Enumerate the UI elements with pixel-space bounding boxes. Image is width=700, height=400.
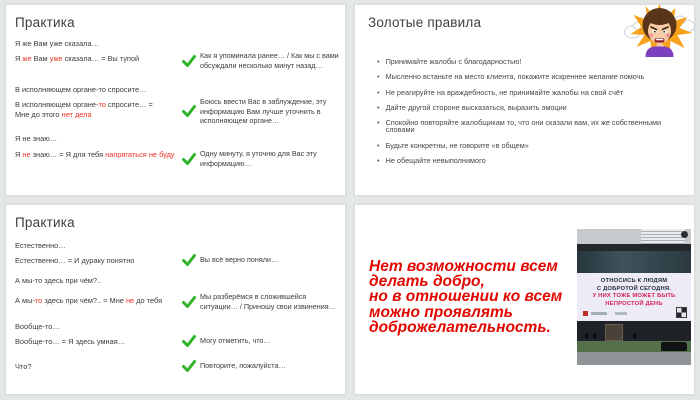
recommended-reply-row [182,51,344,70]
checkmark-icon [182,153,196,165]
pedestrian-silhouette [585,333,588,339]
checkmark-icon [182,105,196,117]
recommended-reply: Могу отметить, что… [200,336,271,346]
recommended-reply: Мы разберёмся в сложившейся ситуации… / Приношу свои извинения… [200,292,336,311]
rule-text: Дайте другой стороне высказаться, выразить эмоции [385,102,567,112]
pedestrian-silhouette [633,333,636,339]
rule-text: Мысленно встаньте на место клиента, покажите искреннее желание помочь [385,72,645,82]
rule-text: Не реагируйте на враждебность, не принимайте жалобы на свой счёт [385,87,624,97]
angry-woman-avatar-icon [623,1,696,57]
list-item [377,157,682,164]
customer-phrase: Вообще-то… [15,322,60,331]
glass-facade [577,251,691,273]
list-item [377,58,682,65]
checkmark-icon [182,335,196,347]
phrase-meaning-line1: В исполняющем органе-то спросите… = [15,100,153,109]
bullet-dot: • [377,140,380,150]
sponsor-wordmark [615,312,627,315]
recommended-reply: Повторите, пожалуйста… [200,361,286,371]
bullet-dot: • [377,102,380,112]
quote-line: можно проявлять [369,303,513,321]
recommended-reply: Вы всё верно поняли… [200,255,279,265]
quote-line: делать добро, [369,273,485,291]
billboard-line: ОТНОСИСЬ К ЛЮДЯМ [600,278,668,284]
rule-text: Принимайте жалобы с благодарностью! [385,57,522,66]
bullet-dot: • [377,118,380,128]
customer-phrase: В исполняющем органе-то спросите… [15,85,147,94]
checkmark-icon [182,254,196,266]
slide-title: Золотые правила [368,15,482,30]
list-item [377,89,682,96]
highrise-building [641,229,685,244]
bullet-dot: • [377,87,380,97]
qr-code [677,308,686,317]
photo-sky [577,229,691,244]
checkmark-icon [182,360,196,372]
slide-kindness-quote [354,204,695,395]
golden-rules-list [377,58,682,172]
parked-car [661,342,687,351]
checkmark-icon [182,55,196,67]
recommended-reply: Одну минуту, я уточню для Вас эту информацию… [200,149,317,168]
pedestrian-silhouette [593,333,596,339]
customer-phrase: Что? [15,362,32,371]
recommended-reply-row [182,149,344,168]
slide-title: Практика [15,15,75,30]
billboard-logos [583,308,686,318]
recommended-reply-row [182,97,344,126]
phrase-meaning: Вообще-то… = Я здесь умная… [15,337,126,346]
recommended-reply: Как я упоминала ранее… / Как мы с вами обсуждали несколько минут назад… [200,51,339,70]
street-level [577,321,691,341]
rule-text: Будьте конкретны, не говорите «в общем» [385,140,529,150]
bullet-dot: • [377,156,380,166]
watermark-logo [681,231,688,238]
billboard-photo [577,229,691,365]
billboard [577,273,691,321]
quote-line: Нет возможности всем [369,258,558,275]
quote-text [369,259,587,335]
phrase-meaning [15,100,187,120]
customer-phrase: Я не знаю… [15,134,58,143]
quote-line: доброжелательность. [369,318,551,336]
bullet-dot: • [377,57,380,66]
rule-text: Спокойно повторяйте жалобщикам то, что они сказали вам, их же собственными словами [385,118,662,135]
customer-phrase: Я же Вам уже сказала… [15,39,99,48]
customer-phrase: Естественно… [15,241,66,250]
slide-practice-2 [5,204,346,395]
road [577,352,691,365]
recommended-reply-row [182,360,344,372]
slide-title: Практика [15,215,75,230]
billboard-line: НЕПРОСТОЙ ДЕНЬ [605,300,663,307]
building-roof [577,244,691,251]
storefront-kiosk [605,324,623,341]
billboard-line: У НИХ ТОЖЕ МОЖЕТ БЫТЬ [592,293,676,300]
quote-line: но в отношении ко всем [369,288,563,306]
recommended-reply-row [182,292,344,311]
rule-text: Не обещайте невыполнимого [385,156,486,166]
list-item [377,142,682,149]
phrase-meaning: Я же Вам уже сказала… = Вы тупой [15,54,140,63]
phrase-meaning: Я не знаю… = Я для тебя напрягаться не буду [15,150,175,159]
phrase-meaning-line2: Мне до этого нет дела [15,109,92,119]
recommended-reply-row [182,254,344,266]
list-item [377,119,682,134]
recommended-reply-row [182,335,344,347]
checkmark-icon [182,296,196,308]
list-item [377,73,682,80]
customer-phrase: А мы-то здесь при чём?.. [15,276,102,285]
billboard-line: С ДОБРОТОЙ СЕГОДНЯ. [596,285,672,292]
bullet-dot: • [377,72,380,82]
sponsor-wordmark [591,312,607,315]
slide-practice-1 [5,4,346,196]
phrase-meaning: Естественно… = И дураку понятно [15,256,135,265]
recommended-reply: Боюсь ввести Вас в заблуждение, эту информацию Вам лучше уточнить в исполняющем органе… [200,97,327,125]
list-item [377,104,682,111]
grass-strip [577,341,691,352]
phrase-meaning: А мы-то здесь при чём?.. = Мне не до тебя [15,296,163,305]
sponsor-logo [583,311,588,316]
